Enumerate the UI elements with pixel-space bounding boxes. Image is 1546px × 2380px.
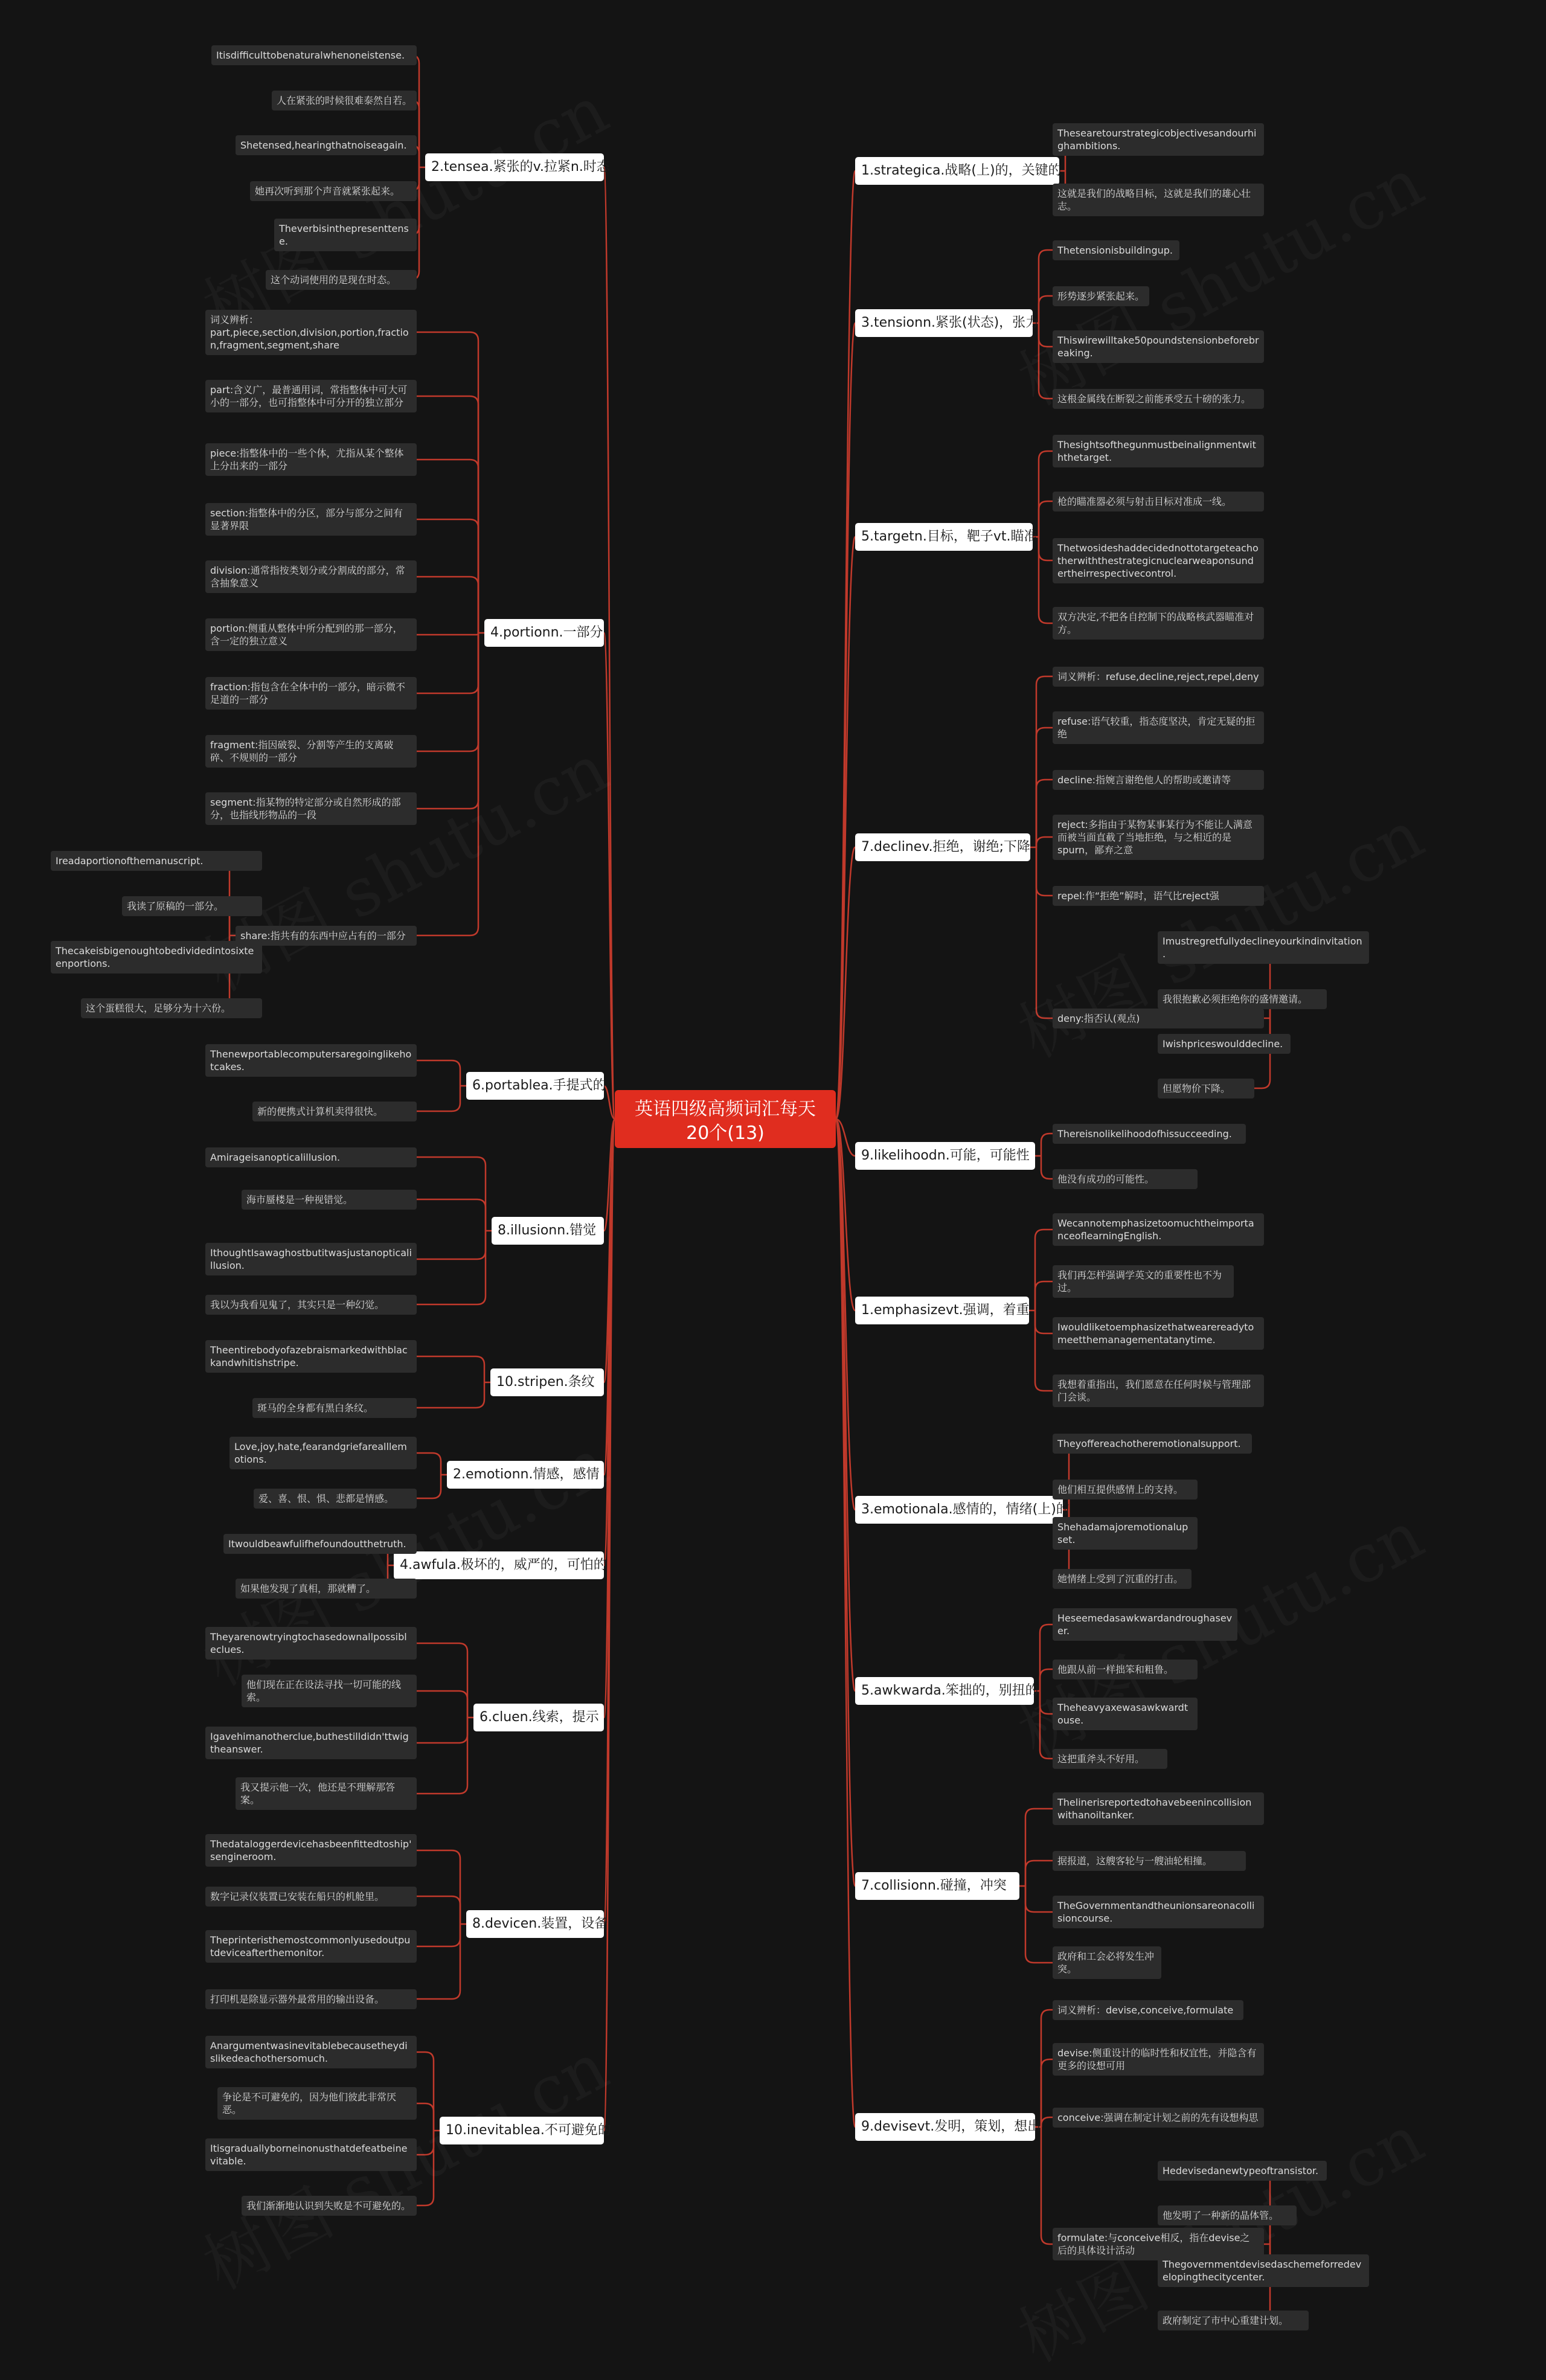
connector-line [1041,2010,1053,2127]
leaf-right-9-4[interactable]: 政府和工会必将发生冲突。 [1053,1946,1161,1979]
connector-line [1041,2127,1053,2244]
connector-line [417,1453,441,1475]
leaf-left-1-6[interactable]: 这个动词使用的是现在时态。 [266,270,417,290]
connector-line [1025,1886,1053,1963]
leaf-left-2-2[interactable]: part:含义广，最普通用词，常指整体中可大可小的一部分，也可指整体中可分开的独立部分 [205,380,417,412]
leaf-left-2-6[interactable]: portion:侧重从整体中所分配到的那一部分，含一定的独立意义 [205,618,417,651]
leaf-left-2-10[interactable]: share:指共有的东西中应占有的一部分 [236,926,417,946]
leaf-left-9-1[interactable]: Thedataloggerdevicehasbeenfittedtoship'sengineroom. [205,1834,417,1867]
connector-line [417,1060,460,1086]
connector-line [836,1119,855,1886]
leaf-left-10-4[interactable]: 我们渐渐地认识到失败是不可避免的。 [242,2196,417,2216]
leaf-left-8-1[interactable]: Theyarenowtryingtochasedownallpossibleclues. [205,1627,417,1660]
leaf-left-7-1[interactable]: Itwouldbeawfulifhefoundoutthetruth. [223,1534,417,1554]
leaf-left-9-2[interactable]: 数字记录仪装置已安装在船只的机舱里。 [205,1887,417,1907]
connector-line [417,332,478,633]
leaf-right-10-4[interactable]: formulate:与conceive相反，指在devise之后的具体设计活动 [1053,2228,1264,2260]
connector-line [1036,728,1053,847]
leaf-left-4-4[interactable]: 我以为我看见鬼了，其实只是一种幻觉。 [205,1295,417,1315]
leaf-right-3-4[interactable]: 双方决定,不把各自控制下的战略核武器瞄准对方。 [1053,607,1264,640]
leaf-left-9-3[interactable]: Theprinteristhemostcommonlyusedoutputdeviceafterthemonitor. [205,1930,417,1963]
branch-left-2[interactable]: 4.portionn.一部分 [484,619,604,647]
leaf-left-5-1[interactable]: Theentirebodyofazebraismarkedwithblackandwhitishstripe. [205,1340,417,1373]
leaf-right-8-2[interactable]: 他跟从前一样拙笨和粗鲁。 [1053,1660,1198,1679]
subleaf-right-4-6-4[interactable]: 但愿物价下降。 [1158,1079,1254,1099]
branch-left-10[interactable]: 10.inevitablea.不可避免的 [440,2117,604,2144]
connector-line [1039,537,1053,623]
connector-line [417,1924,460,1999]
branch-right-9[interactable]: 7.collisionn.碰撞，冲突 [855,1872,1019,1900]
leaf-left-3-1[interactable]: Thenewportablecomputersaregoinglikehotcakes. [205,1044,417,1077]
leaf-left-8-4[interactable]: 我又提示他一次，他还是不理解那答案。 [236,1777,417,1810]
leaf-left-5-2[interactable]: 斑马的全身都有黑白条纹。 [252,1398,417,1418]
leaf-right-4-6[interactable]: deny:指否认(观点) [1053,1009,1264,1028]
connector-line [417,633,478,693]
subleaf-right-10-4-3[interactable]: Thegovernmentdevisedaschemeforredevelopingthecitycenter. [1158,2254,1369,2287]
connector-line [1035,1310,1053,1333]
branch-left-1[interactable]: 2.tensea.紧张的v.拉紧n.时态 [425,153,604,181]
leaf-right-9-2[interactable]: 据报道，这艘客轮与一艘油轮相撞。 [1053,1851,1246,1871]
subleaf-left-2-10-4[interactable]: 这个蛋糕很大，足够分为十六份。 [81,998,262,1018]
connector-line [1041,1134,1053,1156]
connector-line [417,1086,460,1111]
connector-line [417,1718,467,1743]
connector-line [1025,1886,1053,1912]
branch-left-8[interactable]: 6.cluen.线索，提示 [473,1704,604,1731]
connector-line [417,1157,486,1231]
leaf-left-1-2[interactable]: 人在紧张的时候很难泰然自若。 [272,91,417,111]
leaf-right-4-2[interactable]: refuse:语气较重，指态度坚决，肯定无疑的拒绝 [1053,711,1264,744]
leaf-left-1-3[interactable]: Shetensed,hearingthatnoiseagain. [236,135,417,155]
connector-line [417,1382,484,1408]
branch-right-8[interactable]: 5.awkwarda.笨拙的，别扭的 [855,1677,1034,1705]
leaf-right-7-3[interactable]: Shehadamajoremotionalupset. [1053,1517,1198,1550]
connector-line [417,633,478,751]
branch-right-3[interactable]: 5.targetn.目标，靶子vt.瞄准 [855,523,1033,551]
leaf-left-10-1[interactable]: Anargumentwasinevitablebecausetheydislikedeachothersomuch. [205,2036,417,2068]
connector-line [1035,1230,1053,1310]
leaf-left-10-2[interactable]: 争论是不可避免的，因为他们彼此非常厌恶。 [217,2087,417,2120]
leaf-left-2-9[interactable]: segment:指某物的特定部分或自然形成的部分，也指线形物品的一段 [205,792,417,825]
connector-line [1041,2117,1053,2127]
leaf-left-2-3[interactable]: piece:指整体中的一些个体，尤指从某个整体上分出来的一部分 [205,443,417,476]
leaf-right-10-1[interactable]: 词义辨析：devise,conceive,formulate [1053,2000,1243,2020]
leaf-right-2-4[interactable]: 这根金属线在断裂之前能承受五十磅的张力。 [1053,389,1264,409]
connector-line [1039,501,1053,537]
connector-line [1041,1156,1053,1179]
leaf-right-7-2[interactable]: 他们相互提供感情上的支持。 [1053,1480,1198,1500]
connector-line [417,1231,486,1304]
leaf-right-10-2[interactable]: devise:侧重设计的临时性和权宜性，并隐含有更多的设想可用 [1053,2043,1264,2076]
branch-right-1[interactable]: 1.strategica.战略(上)的，关键的 [855,157,1059,185]
connector-line [417,1691,467,1718]
connector-line [417,1356,484,1382]
leaf-right-9-3[interactable]: TheGovernmentandtheunionsareonacollisioncourse. [1053,1896,1264,1928]
connector-line [417,1231,486,1259]
leaf-left-2-7[interactable]: fraction:指包含在全体中的一部分，暗示微不足道的一部分 [205,677,417,710]
leaf-left-8-2[interactable]: 他们现在正在设法寻找一切可能的线索。 [242,1675,417,1707]
leaf-right-7-1[interactable]: Theyoffereachotheremotionalsupport. [1053,1434,1252,1454]
branch-right-4[interactable]: 7.declinev.拒绝，谢绝;下降 [855,833,1030,861]
leaf-left-4-2[interactable]: 海市蜃楼是一种视错觉。 [242,1190,417,1210]
branch-left-6[interactable]: 2.emotionn.情感，感情 [447,1461,604,1489]
leaf-left-6-1[interactable]: Love,joy,hate,fearandgriefarealllemotions. [229,1437,417,1469]
leaf-right-1-1[interactable]: Thesearetourstrategicobjectivesandourhighambitions. [1053,123,1264,156]
branch-left-7[interactable]: 4.awfula.极坏的，威严的，可怕的 [394,1551,604,1579]
leaf-left-2-5[interactable]: division:通常指按类划分或分割成的部分，常含抽象意义 [205,560,417,593]
subleaf-left-2-10-1[interactable]: Ireadaportionofthemanuscript. [51,851,262,871]
connector-line [1025,1809,1053,1886]
leaf-right-3-1[interactable]: Thesightsofthegunmustbeinalignmentwiththetarget. [1053,435,1264,467]
subleaf-left-2-10-3[interactable]: Thecakeisbigenoughtobedividedintosixteenportions. [51,941,262,973]
leaf-left-9-4[interactable]: 打印机是除显示器外最常用的输出设备。 [205,1989,417,2009]
leaf-left-2-4[interactable]: section:指整体中的分区，部分与部分之间有显著界限 [205,503,417,536]
leaf-right-1-2[interactable]: 这就是我们的战略目标，这就是我们的雄心壮志。 [1053,184,1264,216]
branch-right-5[interactable]: 9.likelihoodn.可能，可能性 [855,1142,1035,1170]
subleaf-right-4-6-2[interactable]: 我很抱歉必须拒绝你的盛情邀请。 [1158,989,1327,1009]
connector-line [1036,847,1053,896]
leaf-right-4-1[interactable]: 词义辨析：refuse,decline,reject,repel,deny [1053,667,1264,687]
subleaf-right-4-6-3[interactable]: Iwishpriceswoulddecline. [1158,1034,1291,1054]
branch-left-4[interactable]: 8.illusionn.错觉 [492,1217,604,1245]
leaf-right-8-3[interactable]: Theheavyaxewasawkwardtouse. [1053,1698,1198,1730]
branch-left-9[interactable]: 8.devicen.装置，设备 [466,1910,604,1938]
leaf-right-2-1[interactable]: Thetensionisbuildingup. [1053,240,1179,260]
leaf-right-2-3[interactable]: Thiswirewilltake50poundstensionbeforebreaking. [1053,330,1264,363]
leaf-right-2-2[interactable]: 形势逐步紧张起来。 [1053,286,1149,306]
leaf-right-8-4[interactable]: 这把重斧头不好用。 [1053,1749,1167,1769]
connector-line [1025,1861,1053,1886]
leaf-right-6-2[interactable]: 我们再怎样强调学英文的重要性也不为过。 [1053,1265,1234,1298]
leaf-right-7-4[interactable]: 她情绪上受到了沉重的打击。 [1053,1569,1192,1589]
connector-line [417,1924,460,1946]
connector-line [417,1199,486,1231]
branch-right-6[interactable]: 1.emphasizevt.强调，着重 [855,1297,1029,1324]
leaf-right-8-1[interactable]: Heseemedasawkwardandroughasever. [1053,1608,1237,1641]
leaf-left-2-8[interactable]: fragment:指因破裂、分割等产生的支离破碎、不规则的一部分 [205,735,417,768]
leaf-left-3-2[interactable]: 新的便携式计算机卖得很快。 [252,1102,417,1121]
connector-line [417,460,478,633]
branch-left-3[interactable]: 6.portablea.手提式的 [466,1072,604,1100]
leaf-right-5-1[interactable]: Thereisnolikelihoodofhissucceeding. [1053,1124,1246,1144]
branch-right-2[interactable]: 3.tensionn.紧张(状态)，张力 [855,309,1033,337]
leaf-left-4-1[interactable]: Amirageisanopticalillusion. [205,1147,417,1167]
connector-line [836,1119,855,2127]
branch-right-10[interactable]: 9.devisevt.发明，策划，想出 [855,2113,1035,2141]
connector-line [1035,1310,1053,1391]
leaf-right-10-3[interactable]: conceive:强调在制定计划之前的先有设想构思 [1053,2108,1264,2128]
branch-left-5[interactable]: 10.stripen.条纹 [490,1368,604,1396]
root-topic[interactable]: 英语四级高频词汇每天20个(13) [615,1090,836,1148]
leaf-left-7-2[interactable]: 如果他发现了真相，那就糟了。 [236,1579,417,1599]
leaf-left-1-1[interactable]: Itisdifficulttobenaturalwhenoneistense. [211,45,417,65]
leaf-right-3-2[interactable]: 枪的瞄准器必须与射击目标对准成一线。 [1053,492,1264,512]
subleaf-right-10-4-4[interactable]: 政府制定了市中心重建计划。 [1158,2311,1309,2330]
leaf-right-4-5[interactable]: repel:作“拒绝”解时，语气比reject强 [1053,886,1264,906]
connector-line [417,577,478,633]
leaf-right-9-1[interactable]: Thelinerisreportedtohavebeenincollisionwithanoiltanker. [1053,1792,1264,1825]
subleaf-right-10-4-2[interactable]: 他发明了一种新的晶体管。 [1158,2205,1297,2225]
branch-right-7[interactable]: 3.emotionala.感情的，情绪(上)的 [855,1496,1063,1524]
leaf-right-4-4[interactable]: reject:多指由于某物某事某行为不能让人满意而被当面直截了当地拒绝，与之相近的是spurn，鄙弃之意 [1053,815,1264,860]
connector-line [1036,837,1053,847]
leaf-left-6-2[interactable]: 爱、喜、恨、惧、悲都是情感。 [254,1489,417,1509]
leaf-left-2-1[interactable]: 词义辨析：part,piece,section,division,portion,fraction,fragment,segment,share [205,310,417,355]
leaf-right-3-3[interactable]: Thetwosideshaddecidednottotargeteachotherwiththestrategicnuclearweaponsundertheirrespectivecontrol. [1053,538,1264,583]
subleaf-left-2-10-2[interactable]: 我读了原稿的一部分。 [122,896,262,916]
connector-line [417,396,478,633]
leaf-right-6-1[interactable]: WecannotemphasizetoomuchtheimportanceoflearningEnglish. [1053,1213,1264,1246]
leaf-left-1-5[interactable]: Theverbisinthepresenttense. [274,219,417,251]
connector-line [417,1643,467,1718]
leaf-left-1-4[interactable]: 她再次听到那个声音就紧张起来。 [250,181,417,201]
connector-line [417,1896,460,1924]
leaf-left-10-3[interactable]: Itisgraduallyborneinonusthatdefeatbeinevitable. [205,2138,417,2171]
leaf-right-5-2[interactable]: 他没有成功的可能性。 [1053,1169,1198,1189]
connector-line [417,1718,467,1794]
subleaf-right-4-6-1[interactable]: Imustregretfullydeclineyourkindinvitation. [1158,931,1369,964]
connector-line [1039,537,1053,560]
leaf-left-8-3[interactable]: Igavehimanotherclue,buthestilldidn'ttwigtheanswer. [205,1727,417,1759]
connector-line [417,633,478,635]
connector-line [417,1850,460,1924]
leaf-right-4-3[interactable]: decline:指婉言谢绝他人的帮助或邀请等 [1053,770,1264,790]
connector-line [1035,1281,1053,1310]
leaf-right-6-4[interactable]: 我想着重指出，我们愿意在任何时候与管理部门会谈。 [1053,1374,1264,1407]
connector-line [1039,451,1053,537]
subleaf-right-10-4-1[interactable]: Hedevisedanewtypeoftransistor. [1158,2161,1327,2181]
connector-line [1036,676,1053,847]
leaf-right-6-3[interactable]: Iwouldliketoemphasizethatwearereadytomeetthemanagementatanytime. [1053,1317,1264,1350]
leaf-left-4-3[interactable]: IthoughtIsawaghostbutitwasjustanopticalillusion. [205,1243,417,1275]
